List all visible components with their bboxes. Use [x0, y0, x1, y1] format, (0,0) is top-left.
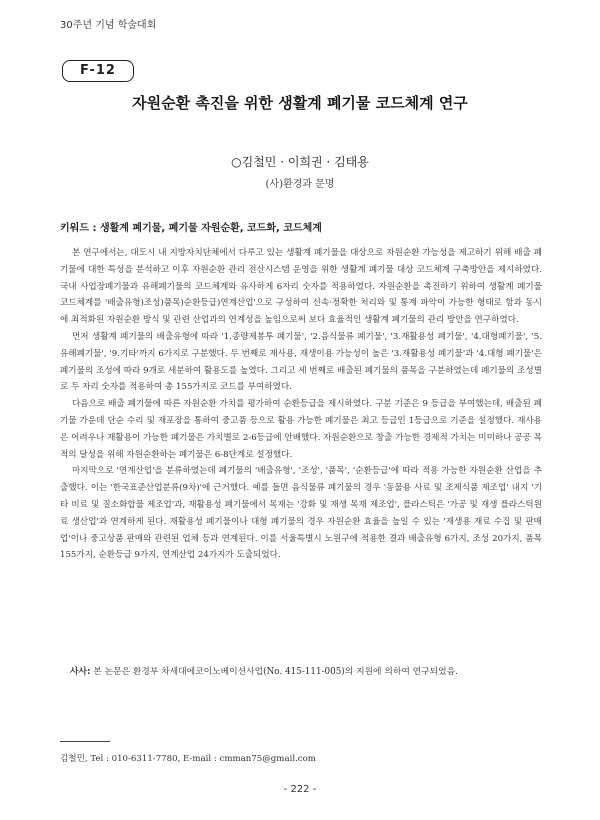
keywords: [60, 219, 550, 234]
page-number: - 222 -: [283, 784, 317, 795]
paper-code-badge: F-12: [62, 60, 134, 82]
body-paragraph-3: 다음으로 배출 폐기물에 따른 자원순환 가치를 평가하여 순환등급을 제시하였다. 구분 기준은 9 등급을 부여했는데, 배출된 폐기물 가운데 단순 수리 및 재포장을 통하여 중고품 등으로 활용 가능한 폐기물은 최고 등급인 1등급으로 기준을 설정했다. 재사용은 어려우나 재활용이 가능한 폐기물은 가치별로 2-6등급에 안배했다. 자원순환으로 창출 가능한 경제적 가치는 미미하나 공공 목적의 달성을 위해 자원순환하는 폐기물은 6-8단계로 설정했다.: [60, 399, 542, 460]
keywords-text: 생활계 폐기물, 폐기물 자원순환, 코드화, 코드체계: [99, 223, 322, 234]
keywords-label: 키워드 :: [60, 223, 97, 234]
body-paragraph-1: 본 연구에서는, 대도시 내 지방자치단체에서 다루고 있는 생활계 폐기물을 대상으로 자원순환 가능성을 제고하기 위해 배출 폐기물에 대한 특성을 분석하고 이후 자원순환 관리 전산시스템 운영을 위한 생활계 폐기물 대상 코드체계 구축방안을 제시하였다. 국내 사업장폐기물과 유해폐기물의 코드체계와 유사하게 6자리 숫자를 적용하였다. 자원순환을 촉진하기 위하여 생활계 폐기물 코드체계를 '배출유형)조성)품목)순환등급)연계산업'으로 구성하여 신속·정확한 처리와 및 통계 파악이 가능한 형태로 함과 동시에 최적화된 자원순환 방식 및 관련 산업과의 연계성을 높임으로써 보다 효율적인 생활계 폐기물의 관리 방안을 연구하였다.: [60, 248, 542, 326]
footnote-contact: 김철민, Tel : 010-6311-7780, E-mail : cmman75@gmail.com: [60, 754, 316, 764]
body-paragraph-4: 마지막으로 '연계산업'을 분류하였는데 폐기물의 '배출유형', '조성', '품목', '순환등급'에 따라 적용 가능한 자원순환 산업을 추출했다. 이는 '한국표준산업분류(9차)'에 근거했다. 예를 들면 음식물류 폐기물의 경우 '동물용 사료 및 조제식품 제조업' 내지 '기타 비료 및 질소화합물 제조업'과, 재활용성 폐기물에서 목재는 '강화 및 재생 목재 제조업', 플라스틱은 '가공 및 재생 플라스틱원료 생산업'과 연계하게 된다. 재활용성 폐기물이나 대형 폐기물의 경우 자원순환 효율을 높일 수 있는 '재생용 재료 수집 및 판매업'이나 중고상품 판매와 관련된 업체 등과 연계된다. 이를 서울특별시 노원구에 적용한 결과 배출유형 6가지, 조성 20가지, 품목 155가지, 순환등급 9가지, 연계산업 24가지가 도출되었다.: [60, 466, 542, 561]
acknowledgement-label: 사사:: [70, 667, 91, 677]
footnote-divider: [60, 741, 110, 742]
affiliation: (사)환경과 문명: [265, 179, 335, 190]
acknowledgement: [60, 664, 542, 680]
authors: ○김철민 · 이희권 · 김태용: [231, 155, 369, 169]
paper-title: 자원순환 촉진을 위한 생활계 폐기물 코드체계 연구: [132, 94, 468, 112]
body-paragraph-2: 먼저 생활계 폐기물의 배출유형에 따라 '1.종량제봉투 폐기물', '2.음식물류 폐기물', '3.재활용성 폐기물', '4.대형폐기물', '5.유해폐기물', '9.기타'까지 6가지로 구분했다. 두 번째로 재사용, 재생이용 가능성이 높은 '3.재활용성 폐기물'과 '4.대형 폐기물'은 폐기물의 조성에 따라 9개로 세분하여 활용도를 높였다. 그리고 세 번째로 배출된 폐기물의 품목을 구분하였는데 폐기물의 조성별로 두 자리 숫자를 적용하여 총 155가지로 코드를 부여하였다.: [60, 331, 542, 393]
abstract-body: [60, 245, 542, 564]
conference-header: 30주년 기념 학술대회: [60, 20, 157, 31]
acknowledgement-text: 본 논문은 환경부 차세대에코이노베이션사업(No. 415-111-005)의 지원에 의하여 연구되었음.: [93, 667, 458, 677]
